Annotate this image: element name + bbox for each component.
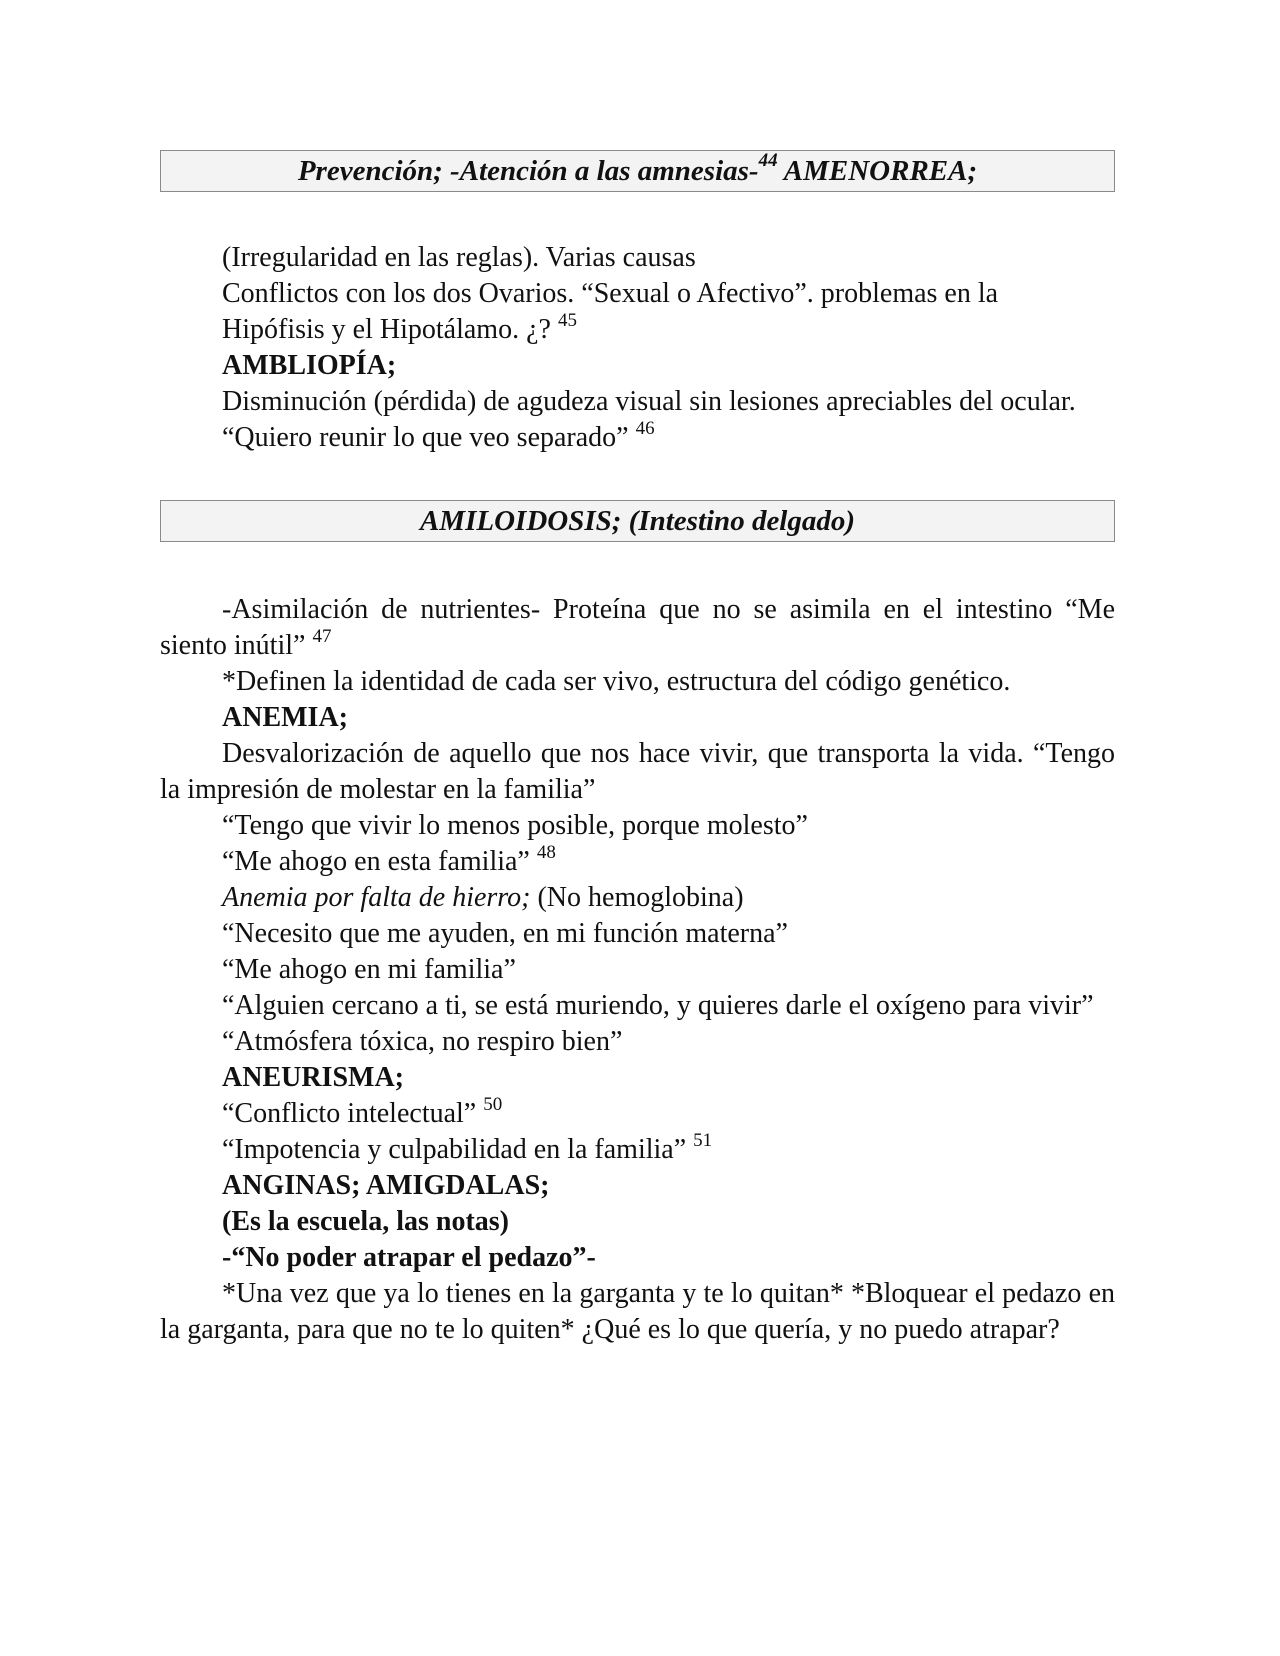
anemia-quote-1: “Tengo que vivir lo menos posible, porque molesto” [222,810,808,841]
section-title-part1: Prevención; -Atención a las amnesias- [297,155,759,187]
ambliopia-quote-text: “Quiero reunir lo que veo separado” [222,422,636,453]
footnote-ref-48[interactable]: 48 [536,841,556,863]
anginas-subheading-2: -“No poder atrapar el pedazo”- [222,1242,596,1273]
footnote-ref-44[interactable]: 44 [758,150,778,172]
ambliopia-quote [160,417,1115,456]
ambliopia-text: Disminución (pérdida) de agudeza visual sin lesiones apreciables del ocular. [222,386,1076,417]
footnote-ref-45[interactable]: 45 [557,309,577,331]
amiloidosis-block [160,592,1115,1348]
anemia-text: Desvalorización de aquello que nos hace vivir, que transporta la vida. “Tengo la impresión de molestar en la familia” [160,738,1115,805]
anemia-quote-2-text: “Me ahogo en esta familia” [222,846,537,877]
amenorrea-block [160,240,1115,456]
section-header-amenorrea [160,150,1115,192]
footnote-ref-46[interactable]: 46 [635,417,655,439]
aneurisma-heading: ANEURISMA; [222,1062,404,1093]
anemia-quote-2 [160,841,1115,880]
anemia-heading: ANEMIA; [222,702,348,733]
anginas-heading: ANGINAS; AMIGDALAS; [222,1170,550,1201]
ambliopia-heading: AMBLIOPÍA; [222,350,397,381]
amiloidosis-note: *Definen la identidad de cada ser vivo, estructura del código genético. [222,666,1011,697]
amenorrea-line-2: Conflictos con los dos Ovarios. “Sexual o Afectivo”. problemas en la [222,278,999,309]
anginas-subheading-1: (Es la escuela, las notas) [222,1206,509,1237]
aneurisma-quote-2 [160,1129,1115,1168]
amiloidosis-text [160,592,1115,664]
anemia-quote-4: “Me ahogo en mi familia” [222,954,516,985]
amiloidosis-text-body: -Asimilación de nutrientes- Proteína que no se asimila en el intestino “Me siento inútil” [160,594,1115,661]
section-title-part2: AMENORREA; [777,155,978,187]
section-title-amiloidosis: AMILOIDOSIS; (Intestino delgado) [419,505,856,537]
anemia-subheading [160,880,1115,916]
amenorrea-line-3-text: Hipófisis y el Hipotálamo. ¿? [222,314,558,345]
aneurisma-quote-1 [160,1093,1115,1132]
footnote-ref-47[interactable]: 47 [312,625,332,647]
anemia-quote-6: “Atmósfera tóxica, no respiro bien” [222,1026,623,1057]
aneurisma-quote-2-text: “Impotencia y culpabilidad en la familia” [222,1134,694,1165]
amenorrea-line-1: (Irregularidad en las reglas). Varias causas [222,242,696,273]
footnote-ref-51[interactable]: 51 [693,1129,713,1151]
anginas-text: *Una vez que ya lo tienes en la garganta y te lo quitan* *Bloquear el pedazo en la garganta, para que no te lo quiten* ¿Qué es lo que quería, y no puedo atrapar? [160,1278,1115,1345]
section-header-amiloidosis [160,500,1115,542]
anemia-quote-3: “Necesito que me ayuden, en mi función materna” [222,918,788,949]
aneurisma-quote-1-text: “Conflicto intelectual” [222,1098,484,1129]
anemia-subheading-italic: Anemia por falta de hierro; [222,882,531,913]
footnote-ref-50[interactable]: 50 [483,1093,503,1115]
anemia-quote-5: “Alguien cercano a ti, se está muriendo, y quieres darle el oxígeno para vivir” [222,990,1094,1021]
document-page [160,150,1115,1348]
amenorrea-line-3 [160,309,1115,348]
anemia-subheading-rest: (No hemoglobina) [530,882,744,913]
